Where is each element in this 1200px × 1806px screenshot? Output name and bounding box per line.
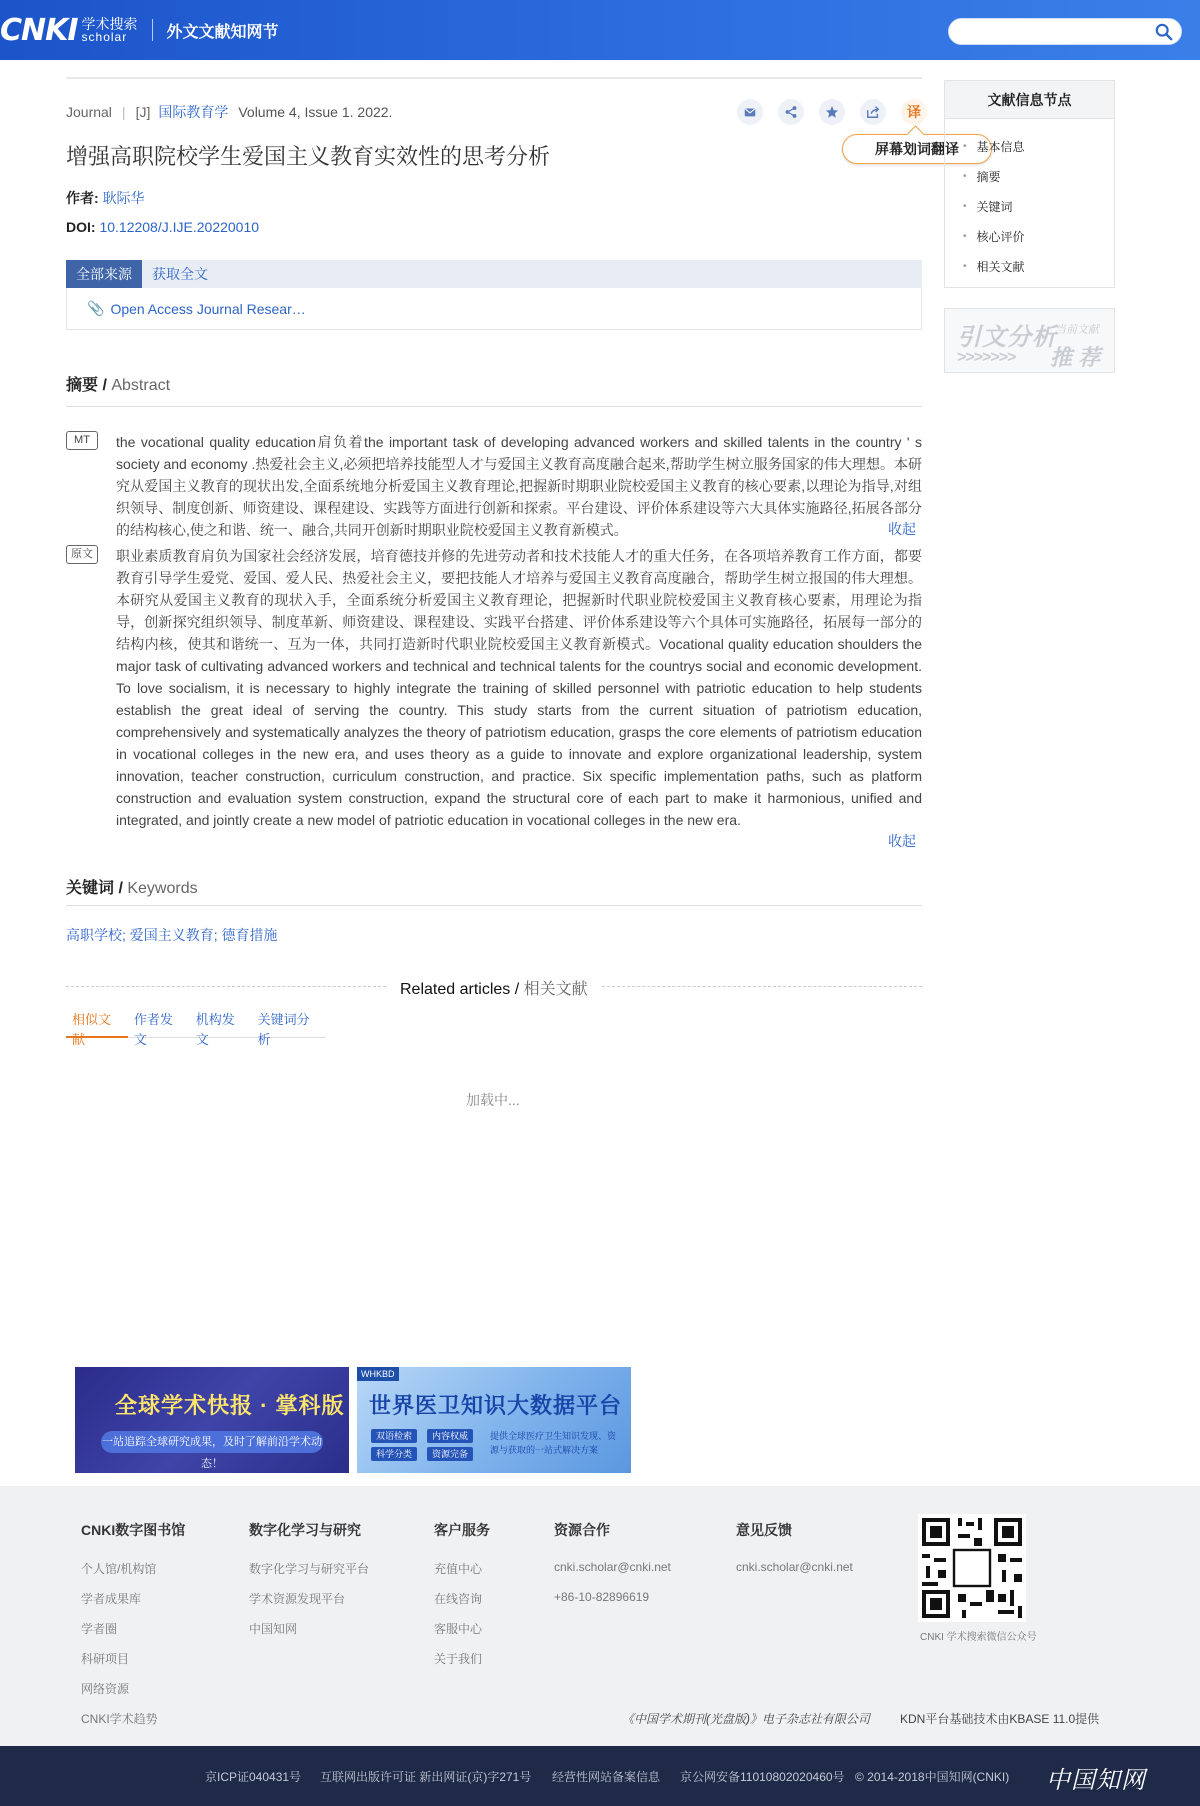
abstract-heading-sep: / [98,377,112,394]
logo-cn: 学术搜索 [81,16,138,32]
mail-icon [743,105,757,119]
top-divider [66,77,922,79]
source-list [66,288,922,330]
nav-basic-info[interactable]: • 基本信息 [963,131,1114,161]
footer-link[interactable]: 个人馆/机构馆 [81,1562,157,1576]
footer-col-title: 资源合作 [554,1522,610,1538]
wechat-qr-code [918,1514,1026,1622]
keywords-heading-sep: / [114,880,128,897]
banner2-pill: 内容权威 [427,1429,473,1443]
banner1-title: 全球学术快报 · 掌科版 [115,1393,345,1418]
footer-email[interactable]: cnki.scholar@cnki.net [736,1560,853,1574]
original-abstract [66,545,922,849]
related-tabs [66,1010,326,1047]
footer-col-title: 客户服务 [434,1522,490,1538]
site-footer [0,1486,1200,1746]
kdn-credit: KDN平台基础技术由KBASE 11.0提供 [900,1712,1100,1726]
footer-link[interactable]: 科研项目 [81,1652,130,1666]
footer-col-title: CNKI数字图书馆 [81,1522,186,1538]
translate-button[interactable] [901,99,927,125]
tab-similar[interactable]: 相似文献 [66,1010,128,1038]
original-abstract-text: 职业素质教育肩负为国家社会经济发展，培育德技并修的先进劳动者和技术技能人才的重大任务，在各项培养教育工作方面，都要教育引导学生爱党、爱国、爱人民、热爱社会主义，要把技能人才培养与爱国主义教育高度融合，帮助学生树立报国的伟大理想。本研究从爱国主义教育的现状入手，全面系统分析爱国主义教育理论，把握新时代职业院校爱国主义教育核心要素，用理论为指导，创新探究组织领导、制度革新、师资建设、课程建设、实践平台搭建、评价体系建设等六个具体可实施路径，拓展每一部分的结构内核，使其和谐统一、互为一体，共同打造新时代职业院校爱国主义教育新模式。Vocational quality education shoulders the major task of cultivating advanced workers and technical and technical talents for the countrys social and economic development. To love socialism, it is necessary to highly integrate the training of skilled personnel with patriotic education to help students establish the great ideal of serving the country. This study starts from the current situation of patriotism education, comprehensively and systematically analyzes the theory of patriotism education, grasps the core elements of patriotism education in vocational colleges in the new era, and uses theory as a guide to innovate and explore organizational leadership, system innovation, teacher construction, curriculum construction, and practice. Six specific implementation paths, such as platform construction and evaluation system construction, expand the structural core of each part to make it harmonious, unified and integrated, and jointly create a new model of patriotic education in vocational colleges in the new era. [116,548,922,828]
nav-related[interactable]: • 相关文献 [963,251,1114,281]
doi-link[interactable]: 10.12208/J.IJE.20220010 [99,219,260,235]
promo-subtitle: 当前文献 [1055,324,1099,336]
icp-license[interactable]: 京ICP证040431号 [205,1770,302,1784]
search-box [948,18,1182,45]
banner2-description: 提供全球医疗卫生知识发现、资源与获取的一站式解决方案 [490,1431,617,1455]
top-header [0,0,1200,60]
logo-sub [82,17,138,43]
abstract-heading-cn: 摘要 [66,377,99,394]
article-toolbar [737,99,942,125]
nav-keywords[interactable]: • 关键词 [963,191,1114,221]
search-icon[interactable] [1155,23,1173,41]
related-heading-sep: / [510,981,524,998]
info-nodes-panel [944,80,1115,288]
info-nodes-title: 文献信息节点 [945,81,1114,119]
medical-bigdata-banner[interactable] [357,1367,631,1473]
promo-recommend: 推 荐 [1050,345,1101,370]
email-button[interactable] [737,99,763,125]
mt-tag: MT [66,431,98,450]
favorite-button[interactable] [819,99,845,125]
related-heading-text [400,976,588,999]
banner1-subtitle: 一站追踪全球研究成果，及时了解前沿学术动态！ [101,1431,323,1453]
loading-indicator: 加载中... [466,1092,520,1108]
banner2-pill: 双语检索 [371,1429,417,1443]
star-icon [825,105,839,119]
nav-abstract[interactable]: • 摘要 [963,161,1114,191]
promo-arrows: >>>>>>> [957,349,1016,366]
author-label: 作者: [66,190,99,206]
banner2-tag: WHKBD [357,1367,399,1381]
related-heading-cn: 相关文献 [523,981,588,998]
type-tag: [J] [135,104,151,120]
footer-link[interactable]: 数字化学习与研究平台 [249,1562,370,1576]
logo-divider [152,19,153,41]
tab-keyword-analysis[interactable]: 关键词分析 [257,1012,310,1047]
site-name: 外文文献知网节 [166,23,279,41]
tab-get-fulltext[interactable]: 获取全文 [152,266,208,282]
doi-line [66,219,259,235]
collapse-link[interactable]: 收起 [888,521,916,537]
nav-core-evaluation[interactable]: • 核心评价 [963,221,1114,251]
author-link[interactable]: 耿际华 [102,190,145,206]
related-heading [66,976,922,998]
article-meta [66,102,392,122]
related-dash-right [602,986,922,987]
abstract-divider [66,406,922,407]
source-link-text: Open Access Journal Resear… [110,300,306,317]
logo-en: scholar [81,30,128,44]
footer-col-library [81,1520,185,1740]
abstract-heading [66,372,170,395]
footer-link[interactable]: 学者圈 [81,1622,118,1636]
source-type: Journal [66,104,112,120]
citation-analysis-promo[interactable] [944,308,1115,373]
footer-email[interactable]: cnki.scholar@cnki.net [554,1560,671,1574]
tab-all-sources[interactable]: 全部来源 [66,260,142,288]
legal-bar [0,1746,1200,1806]
police-registration[interactable]: 京公网安备11010802020460号 [680,1770,845,1784]
footer-link[interactable]: 学者成果库 [81,1592,142,1606]
publishing-license[interactable]: 互联网出版许可证 新出网证(京)字271号 [320,1770,532,1784]
keywords-heading-cn: 关键词 [66,880,115,897]
footer-link[interactable]: 客服中心 [434,1622,483,1636]
paperclip-icon: 📎 [87,300,105,316]
footer-col-feedback [736,1520,853,1590]
source-tabs [66,260,922,288]
footer-link[interactable]: 网络资源 [81,1682,130,1696]
site-registration[interactable]: 经营性网站备案信息 [552,1770,661,1784]
footer-col-learning [249,1520,369,1650]
footer-link[interactable]: 中国知网 [249,1622,298,1636]
footer-link[interactable]: 关于我们 [434,1652,483,1666]
journal-link[interactable]: 国际教育学 [158,104,229,120]
footer-col-cooperation [554,1520,671,1620]
original-tag: 原文 [66,545,98,564]
publisher-name: 《中国学术期刊(光盘版)》电子杂志社有限公司 [622,1712,870,1726]
meta-separator: | [121,104,126,120]
cnki-scholar-logo[interactable] [0,14,279,46]
keywords-divider [66,905,922,906]
footer-link[interactable]: 充值中心 [434,1562,483,1576]
mt-abstract-text: the vocational quality education肩负着the important task of developing advanced workers and skilled talents in the country ' s society and economy .热爱社会主义,必须把培养技能型人才与爱国主义教育高度融合起来,帮助学生树立服务国家的伟大理想。本研究从爱国主义教育的现状出发,全面系统地分析爱国主义教育理论,把握新时期职业院校爱国主义教育的核心要素,以理论为指导,对组织领导、制度创新、师资建设、课程建设、实践等方面进行创新和探索。平台建设、评价体系建设等六大具体实施路径,拓展各部分的结构核心,使之和谐、统一、融合,共同开创新时期职业院校爱国主义教育新模式。 [116,434,922,538]
abstract-heading-en: Abstract [111,377,171,394]
keywords-heading-en: Keywords [127,880,198,897]
keywords-list[interactable]: 高职学校; 爱国主义教育; 德育措施 [66,927,278,943]
tab-institution-papers[interactable]: 机构发文 [195,1012,235,1047]
share-icon [784,105,798,119]
promo-title: 引文分析 [957,324,1057,351]
related-heading-en: Related articles [400,981,511,998]
mt-abstract [66,431,922,541]
banner2-pill: 科学分类 [371,1447,417,1461]
translate-tooltip: 屏幕划词翻译 [842,134,992,164]
footer-col-title: 数字化学习与研究 [249,1522,361,1538]
copyright: © 2014-2018中国知网(CNKI) [855,1770,1010,1784]
banner2-pill: 资源完备 [427,1447,473,1461]
qr-caption: CNKI 学术搜索微信公众号 [920,1632,1037,1643]
article-title: 增强高职院校学生爱国主义教育实效性的思考分析 [66,144,551,169]
banner2-title: 世界医卫知识大数据平台 [369,1393,623,1418]
footer-col-service [434,1520,490,1680]
export-icon [866,105,880,119]
tab-author-papers[interactable]: 作者发文 [133,1012,173,1047]
volume-issue: Volume 4, Issue 1. 2022. [238,104,393,120]
author-line [66,188,145,208]
logo-cnki-text: CNKI [0,12,78,48]
keywords-heading [66,875,198,898]
export-button[interactable] [860,99,886,125]
info-nodes-list [945,119,1114,281]
footer-link[interactable]: CNKI学术趋势 [81,1712,158,1726]
doi-label: DOI: [66,219,96,235]
search-input[interactable] [961,19,1151,44]
academic-express-banner[interactable] [75,1367,349,1473]
collapse-link[interactable]: 收起 [888,833,916,849]
footer-link[interactable]: 学术资源发现平台 [249,1592,346,1606]
footer-col-title: 意见反馈 [736,1522,792,1538]
footer-link[interactable]: 在线咨询 [434,1592,483,1606]
footer-phone: +86-10-82896619 [554,1590,650,1604]
source-item[interactable] [87,300,306,317]
share-button[interactable] [778,99,804,125]
translate-label: 译 [907,104,921,120]
related-dash-left [66,986,386,987]
cnki-seal-logo: 中国知网 [1046,1766,1146,1794]
